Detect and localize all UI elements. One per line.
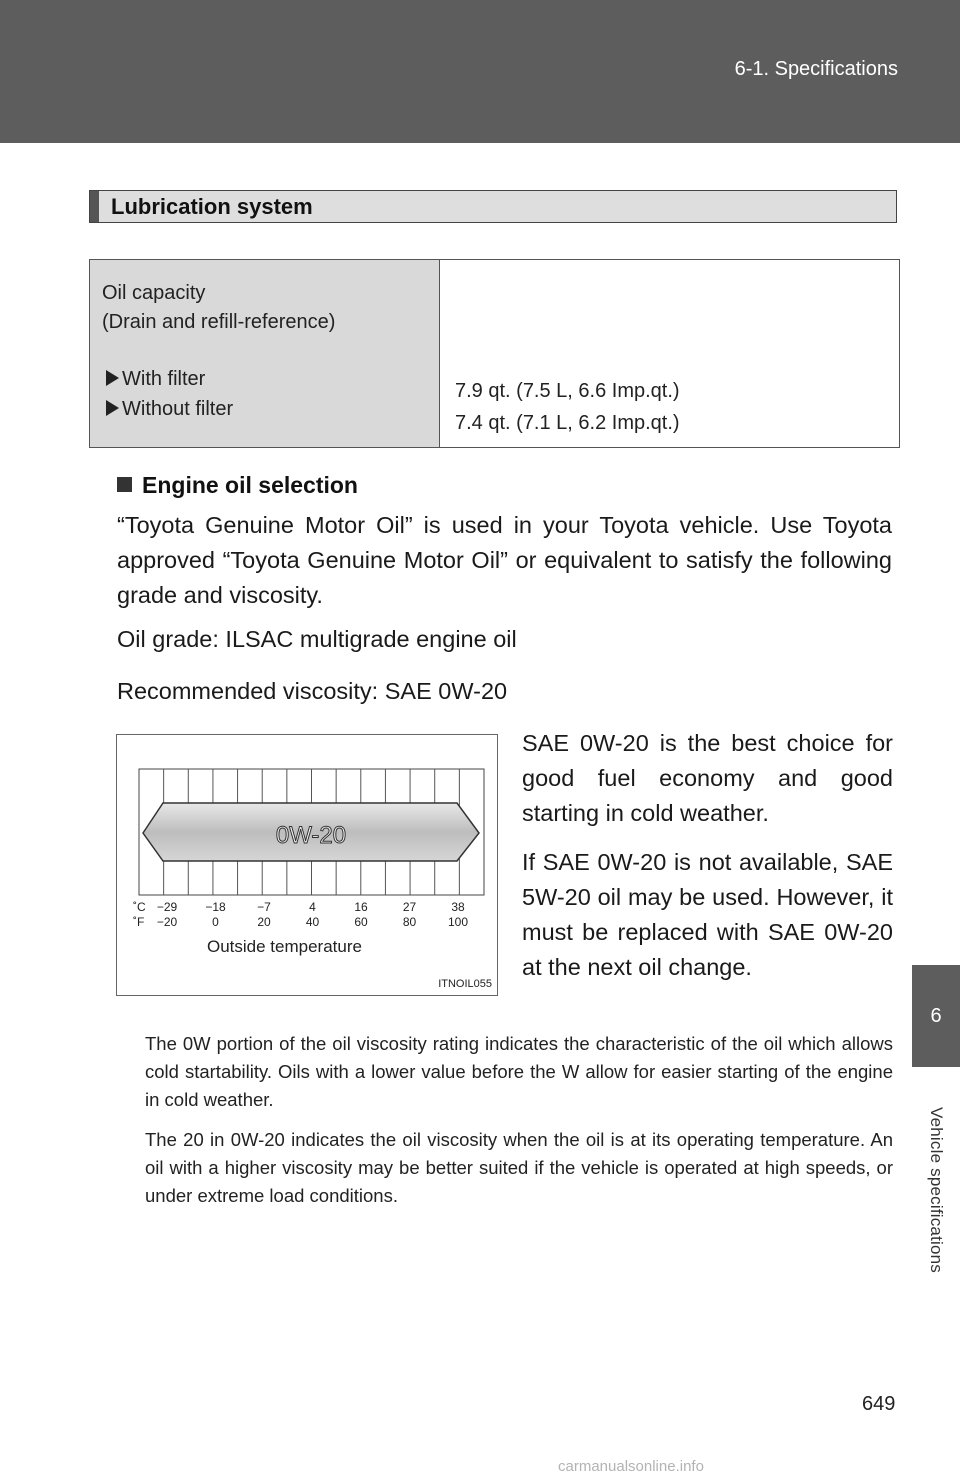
figure-caption: Outside temperature (207, 937, 362, 956)
fahrenheit-tick-label: 80 (402, 915, 417, 929)
page-number: 649 (862, 1393, 896, 1415)
celsius-unit: ˚C (133, 900, 146, 914)
row-label: With filter (122, 368, 206, 390)
fahrenheit-tick-label: 60 (354, 915, 368, 929)
oil-capacity-table (89, 259, 900, 448)
celsius-tick-label: 38 (451, 900, 465, 914)
fahrenheit-tick-label: 100 (447, 915, 469, 929)
celsius-tick-label: −29 (156, 900, 178, 914)
square-bullet-icon (117, 477, 132, 492)
section-title-bar (89, 190, 897, 223)
celsius-tick-label: 4 (309, 900, 316, 914)
celsius-tick-label: −7 (257, 900, 271, 914)
fahrenheit-unit: ˚F (133, 915, 145, 929)
celsius-tick-label: −18 (205, 900, 226, 914)
spec-label-cell (90, 260, 440, 447)
side-paragraph-1: SAE 0W-20 is the best choice for good fuel economy and good starting in cold weather. (522, 730, 893, 826)
temperature-ticks (157, 900, 469, 929)
heading-text: Engine oil selection (142, 472, 358, 498)
note-2: The 20 in 0W-20 indicates the oil viscosity when the oil is at its operating temperature. An oil with a higher viscosity may be better suited if the vehicle is operated at high speeds, or under extreme load conditions. (145, 1129, 893, 1206)
chapter-label: Vehicle specifications (927, 1107, 946, 1273)
fahrenheit-tick-label: 40 (305, 915, 320, 929)
intro-paragraph: “Toyota Genuine Motor Oil” is used in your Toyota vehicle. Use Toyota approved “Toyota Genuine Motor Oil” or equivalent to satisfy the following grade and viscosity. (117, 512, 892, 608)
figure-code: ITNOIL055 (438, 978, 492, 990)
side-paragraph-2: If SAE 0W-20 is not available, SAE 5W-20 oil may be used. However, it must be replaced with SAE 0W-20 at the next oil change. (522, 849, 893, 980)
fahrenheit-tick-label: −20 (156, 915, 178, 929)
viscosity-explanation (522, 726, 893, 999)
triangle-bullet-icon (106, 370, 119, 386)
fahrenheit-tick-label: 0 (212, 915, 219, 929)
section-title: Lubrication system (111, 194, 313, 219)
header-band (0, 0, 960, 143)
chapter-number: 6 (930, 1004, 942, 1027)
chapter-tab (912, 965, 960, 1067)
notes-section (145, 1030, 893, 1222)
spec-row-with-filter (106, 368, 205, 391)
title-accent (90, 191, 99, 222)
celsius-tick-label: 27 (402, 900, 417, 914)
celsius-tick-label: 16 (354, 900, 368, 914)
recommended-viscosity: Recommended viscosity: SAE 0W-20 (117, 678, 508, 704)
spec-label-line1: Oil capacity (102, 282, 206, 304)
spec-value-with-filter: 7.9 qt. (7.5 L, 6.6 Imp.qt.) (455, 380, 680, 402)
viscosity-figure (116, 734, 498, 996)
spec-value-cell (440, 260, 899, 447)
spec-label-line2: (Drain and refill-reference) (102, 311, 336, 333)
note-1: The 0W portion of the oil viscosity rating indicates the characteristic of the oil which allows cold startability. Oils with a lower value before the W allow for easier starting of the engine in cold weather. (145, 1033, 893, 1110)
fahrenheit-tick-label: 20 (257, 915, 271, 929)
band-label: 0W-20 (275, 822, 347, 849)
spec-value-without-filter: 7.4 qt. (7.1 L, 6.2 Imp.qt.) (455, 412, 680, 434)
oil-grade: Oil grade: ILSAC multigrade engine oil (117, 626, 517, 652)
watermark: carmanualsonline.info (558, 1458, 704, 1475)
oil-selection-heading (117, 472, 358, 499)
row-label: Without filter (122, 398, 234, 420)
section-header: 6-1. Specifications (734, 58, 898, 80)
triangle-bullet-icon (106, 400, 119, 416)
spec-row-without-filter (106, 398, 233, 421)
